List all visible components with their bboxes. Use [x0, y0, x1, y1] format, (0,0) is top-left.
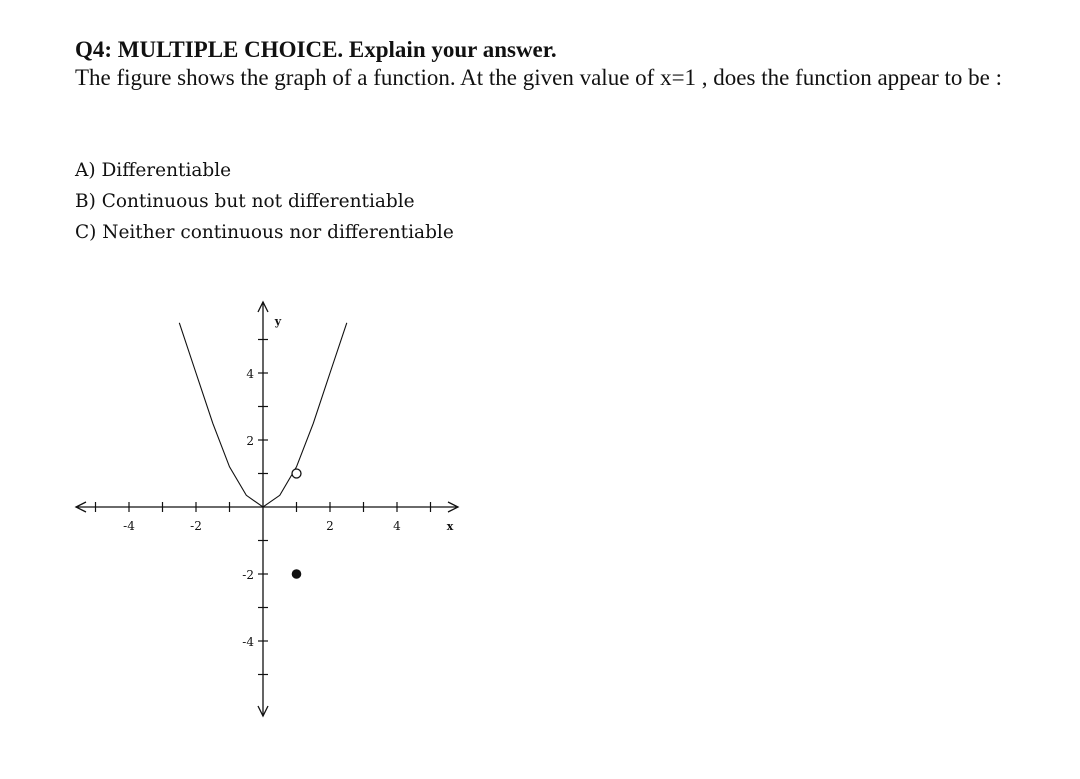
closed-point-marker: [292, 569, 302, 579]
question-body: The figure shows the graph of a function. At the given value of x=1 , does the function appear to be :: [75, 65, 1002, 90]
x-tick-label: 2: [326, 519, 334, 533]
x-tick-label: -4: [123, 519, 135, 533]
answer-options: [75, 155, 454, 248]
x-tick-label: 4: [393, 519, 401, 533]
y-tick-label: -4: [242, 635, 254, 649]
x-axis-label: x: [446, 520, 454, 533]
y-tick-label: 2: [246, 434, 254, 448]
option-a[interactable]: A) Differentiable: [75, 160, 232, 181]
x-axis-left-arrow: [76, 502, 86, 512]
option-c[interactable]: C) Neither continuous nor differentiable: [75, 222, 454, 243]
function-curve: [179, 323, 346, 507]
question-title: Q4: MULTIPLE CHOICE. Explain your answer.: [75, 37, 557, 62]
open-point-marker: [292, 469, 301, 478]
y-axis-top-arrow: [258, 302, 268, 312]
y-axis-bottom-arrow: [258, 706, 268, 716]
x-axis-right-arrow: [448, 502, 458, 512]
x-tick-label: -2: [190, 519, 202, 533]
option-b[interactable]: B) Continuous but not differentiable: [75, 191, 415, 212]
y-axis-label: y: [274, 315, 282, 328]
question-block: [75, 36, 1035, 92]
y-tick-label: -2: [242, 568, 254, 582]
y-tick-label: 4: [246, 367, 254, 381]
